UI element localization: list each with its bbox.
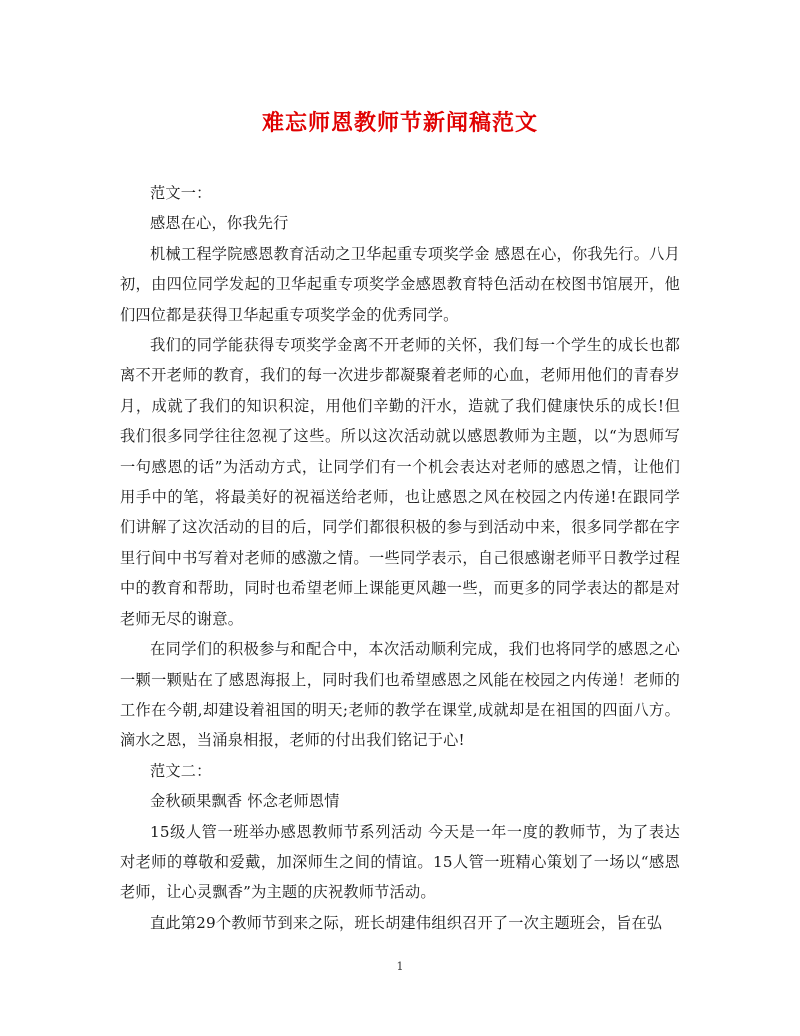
paragraph: 15级人管一班举办感恩教师节系列活动 今天是一年一度的教师节，为了表达对老师的尊敬和爱戴，加深师生之间的情谊。15人管一班精心策划了一场以“感恩老师，让心灵飘香”为主题的庆祝教师节活动。 [120, 822, 680, 902]
paragraph-sample-one-subtitle: 感恩在心，你我先行 [150, 214, 289, 233]
paragraph-sample-two-subtitle: 金秋硕果飘香 怀念老师恩情 [150, 792, 340, 811]
paragraph: 我们的同学能获得专项奖学金离不开老师的关怀，我们每一个学生的成长也都离不开老师的教育，我们的每一次进步都凝聚着老师的心血，老师用他们的青春岁月，成就了我们的知识积淀，用他们辛勤的汗水，造就了我们健康快乐的成长!但我们很多同学往往忽视了这些。所以这次活动就以感恩教师为主题，以“为恩师写一句感恩的话”为活动方式，让同学们有一个机会表达对老师的感恩之情，让他们用手中的笔，将最美好的祝福送给老师，也让感恩之风在校园之内传递!在跟同学们讲解了这次活动的目的后，同学们都很积极的参与到活动中来，很多同学都在字里行间中书写着对老师的感激之情。一些同学表示，自己很感谢老师平日教学过程中的教育和帮助，同时也希望老师上课能更风趣一些，而更多的同学表达的都是对老师无尽的谢意。 [120, 336, 680, 628]
document-body [120, 178, 680, 938]
document-title: 难忘师恩教师节新闻稿范文 [261, 110, 538, 136]
page-number: 1 [396, 960, 404, 973]
paragraph: 直此第29个教师节到来之际，班长胡建伟组织召开了一次主题班会，旨在弘 [150, 913, 663, 932]
paragraph: 在同学们的积极参与和配合中，本次活动顺利完成，我们也将同学的感恩之心一颗一颗贴在了感恩海报上，同时我们也希望感恩之风能在校园之内传递！老师的工作在今朝,却建设着祖国的明天;老师的教学在课堂,成就却是在祖国的四面八方。滴水之恩，当涌泉相报，老师的付出我们铭记于心! [120, 640, 680, 750]
paragraph-sample-two-heading: 范文二： [150, 761, 212, 780]
paragraph-sample-one-heading: 范文一： [150, 184, 212, 202]
paragraph: 机械工程学院感恩教育活动之卫华起重专项奖学金 感恩在心，你我先行。八月初，由四位同学发起的卫华起重专项奖学金感恩教育特色活动在校图书馆展开，他们四位都是获得卫华起重专项奖学金的优秀同学。 [120, 244, 680, 324]
